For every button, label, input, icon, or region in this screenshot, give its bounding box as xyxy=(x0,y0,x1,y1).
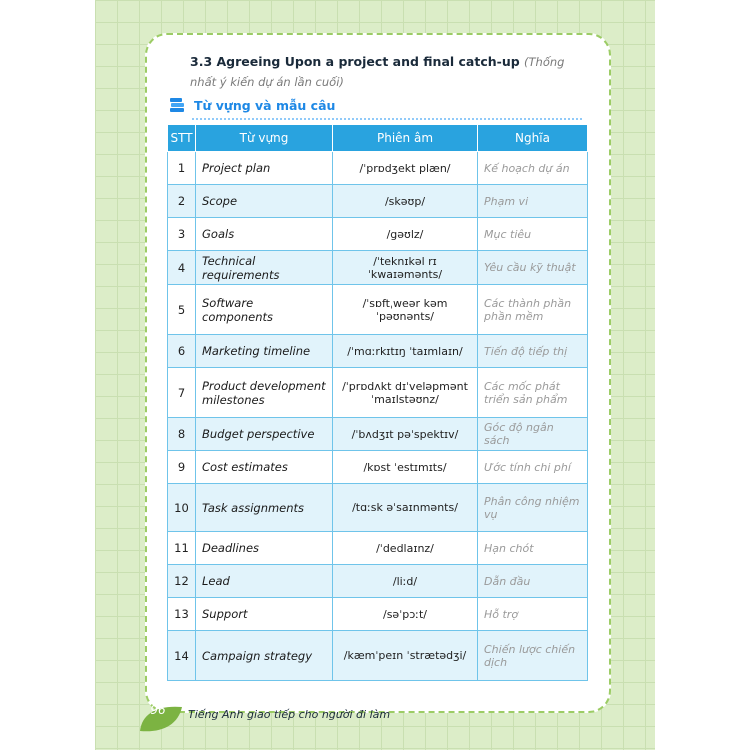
row-term: Project plan xyxy=(196,152,333,185)
row-ipa: /ˈprɒdʒekt plæn/ xyxy=(333,152,478,185)
row-meaning: Kế hoạch dự án xyxy=(478,152,588,185)
section-label: Từ vựng và mẫu câu xyxy=(194,97,336,113)
lesson-title-sub: (Thống nhất ý kiến dự án lần cuối) xyxy=(190,55,565,89)
row-term: Cost estimates xyxy=(196,451,333,484)
row-term: Campaign strategy xyxy=(196,631,333,681)
table-row xyxy=(168,418,588,451)
row-term: Deadlines xyxy=(196,532,333,565)
table-row xyxy=(168,631,588,681)
row-meaning: Mục tiêu xyxy=(478,218,588,251)
row-term: Lead xyxy=(196,565,333,598)
row-meaning: Góc độ ngân sách xyxy=(478,418,588,451)
table-row xyxy=(168,368,588,418)
row-number: 2 xyxy=(168,185,196,218)
row-number: 14 xyxy=(168,631,196,681)
row-number: 3 xyxy=(168,218,196,251)
row-ipa: /ˈmɑːrkɪtɪŋ ˈtaɪmlaɪn/ xyxy=(333,335,478,368)
header-ipa: Phiên âm xyxy=(333,125,478,152)
row-meaning: Phân công nhiệm vụ xyxy=(478,484,588,532)
row-meaning: Ước tính chi phí xyxy=(478,451,588,484)
table-row xyxy=(168,251,588,285)
lesson-title-main: 3.3 Agreeing Upon a project and final catch-up xyxy=(190,54,520,69)
table-row xyxy=(168,285,588,335)
row-meaning: Phạm vi xyxy=(478,185,588,218)
row-meaning: Hỗ trợ xyxy=(478,598,588,631)
row-number: 13 xyxy=(168,598,196,631)
row-meaning: Hạn chót xyxy=(478,532,588,565)
row-meaning: Các thành phần phần mềm xyxy=(478,285,588,335)
row-number: 8 xyxy=(168,418,196,451)
row-meaning: Dẫn đầu xyxy=(478,565,588,598)
row-term: Scope xyxy=(196,185,333,218)
row-ipa: /ˈprɒdʌkt dɪˈveləpmənt ˈmaɪlstəʊnz/ xyxy=(333,368,478,418)
row-ipa: /səˈpɔːt/ xyxy=(333,598,478,631)
row-number: 4 xyxy=(168,251,196,285)
table-row xyxy=(168,335,588,368)
row-term: Goals xyxy=(196,218,333,251)
row-term: Task assignments xyxy=(196,484,333,532)
row-ipa: /ˈsɒftˌweər kəmˈpəʊnənts/ xyxy=(333,285,478,335)
row-term: Software components xyxy=(196,285,333,335)
section-divider xyxy=(192,118,582,120)
row-number: 12 xyxy=(168,565,196,598)
row-meaning: Các mốc phát triển sản phẩm xyxy=(478,368,588,418)
row-ipa: /kæmˈpeɪn ˈstrætədʒi/ xyxy=(333,631,478,681)
row-term: Support xyxy=(196,598,333,631)
row-meaning: Tiến độ tiếp thị xyxy=(478,335,588,368)
table-header-row xyxy=(168,125,588,152)
page-number: 96 xyxy=(150,703,166,717)
row-meaning: Yêu cầu kỹ thuật xyxy=(478,251,588,285)
row-ipa: /tɑːsk əˈsaɪnmənts/ xyxy=(333,484,478,532)
row-number: 6 xyxy=(168,335,196,368)
row-term: Product development milestones xyxy=(196,368,333,418)
header-stt: STT xyxy=(168,125,196,152)
table-row xyxy=(168,565,588,598)
row-ipa: /kɒst ˈestɪmɪts/ xyxy=(333,451,478,484)
vocabulary-table xyxy=(167,124,588,681)
row-term: Technical requirements xyxy=(196,251,333,285)
section-heading xyxy=(168,94,335,116)
table-row xyxy=(168,451,588,484)
row-ipa: /skəʊp/ xyxy=(333,185,478,218)
table-row xyxy=(168,598,588,631)
row-meaning: Chiến lược chiến dịch xyxy=(478,631,588,681)
row-number: 11 xyxy=(168,532,196,565)
book-title: Tiếng Anh giao tiếp cho người đi làm xyxy=(188,708,391,721)
header-term: Từ vựng xyxy=(196,125,333,152)
row-number: 7 xyxy=(168,368,196,418)
row-number: 10 xyxy=(168,484,196,532)
table-row xyxy=(168,152,588,185)
table-row xyxy=(168,484,588,532)
row-ipa: /liːd/ xyxy=(333,565,478,598)
row-ipa: /ˈteknɪkəl rɪˈkwaɪəmənts/ xyxy=(333,251,478,285)
row-number: 9 xyxy=(168,451,196,484)
row-number: 5 xyxy=(168,285,196,335)
table-row xyxy=(168,218,588,251)
row-term: Budget perspective xyxy=(196,418,333,451)
header-meaning: Nghĩa xyxy=(478,125,588,152)
row-ipa: /ˈbʌdʒɪt pəˈspektɪv/ xyxy=(333,418,478,451)
table-row xyxy=(168,185,588,218)
row-term: Marketing timeline xyxy=(196,335,333,368)
row-ipa: /ˈdedlaɪnz/ xyxy=(333,532,478,565)
stack-books-icon xyxy=(168,96,186,114)
lesson-title xyxy=(190,52,590,92)
row-number: 1 xyxy=(168,152,196,185)
row-ipa: /gəʊlz/ xyxy=(333,218,478,251)
table-row xyxy=(168,532,588,565)
